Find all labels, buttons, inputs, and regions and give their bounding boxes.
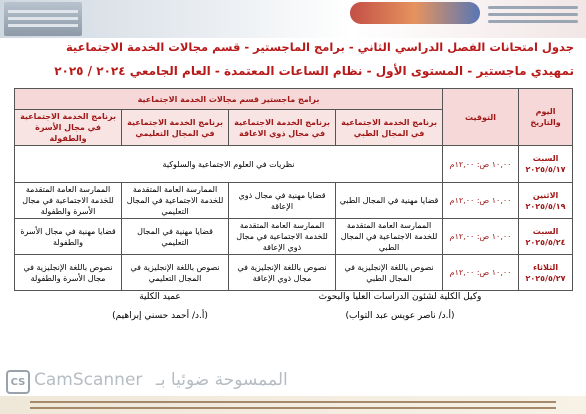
schedule-title: جدول امتحانات الفصل الدراسي الثاني - برامج الماجستير - قسم مجالات الخدمة الاجتماعية: [65, 40, 574, 54]
signature-name: (أ.د/ ناصر عويس عبد التواب): [345, 311, 455, 321]
exam-schedule-table: [14, 88, 573, 291]
day-name: السبت: [532, 154, 559, 163]
table-row: [15, 219, 573, 255]
day-cell: [519, 183, 573, 219]
exam-cell-disability: نصوص باللغة الإنجليزية في مجال ذوي الإعاقة: [229, 255, 336, 291]
time-cell: ١٠,٠٠ ص: ١٢,٠٠م: [443, 219, 519, 255]
camscanner-watermark: [6, 370, 476, 396]
exam-cell-education: نصوص باللغة الإنجليزية في المجال التعليمي: [122, 255, 229, 291]
day-cell: [519, 219, 573, 255]
signature-title: عميد الكلية: [139, 292, 181, 302]
day-date: ٢٠٢٥/٥/٢٧: [525, 273, 566, 283]
exam-cell-medical: نصوص باللغة الإنجليزية في المجال الطبي: [336, 255, 443, 291]
camscanner-text: [34, 370, 288, 390]
day-cell: [519, 255, 573, 291]
day-date: ٢٠٢٥/٥/١٧: [525, 165, 566, 174]
time-cell: ١٠,٠٠ ص: ١٢,٠٠م: [443, 146, 519, 183]
day-date: ٢٠٢٥/٥/١٩: [525, 201, 566, 211]
signature-name: (أ.د/ أحمد حسني إبراهيم): [112, 311, 208, 321]
day-date: ٢٠٢٥/٥/٢٤: [525, 237, 566, 247]
header-program-family: برنامج الخدمة الاجتماعية في مجال الأسرة والطفولة: [15, 110, 122, 146]
header-day-date: اليوم والتاريخ: [519, 89, 573, 146]
camscanner-arabic: الممسوحة ضوئيا بـ: [155, 370, 288, 390]
time-cell: ١٠,٠٠ ص: ١٢,٠٠م: [443, 183, 519, 219]
exam-cell-family: الممارسة العامة المتقدمة للخدمة الاجتماعية في مجال الأسرة والطفولة: [15, 183, 122, 219]
header-letterhead-text: [488, 6, 578, 30]
day-cell: [519, 146, 573, 183]
day-name: السبت: [532, 226, 559, 236]
exam-shared-course: نظريات في العلوم الاجتماعية والسلوكية: [15, 146, 443, 183]
header-banner: [0, 0, 586, 38]
footer-band: [0, 396, 586, 414]
header-programs: برامج ماجستير قسم مجالات الخدمة الاجتماعية: [15, 89, 443, 110]
exam-cell-disability: قضايا مهنية في مجال ذوي الإعاقة: [229, 183, 336, 219]
time-cell: ١٠,٠٠ ص: ١٢,٠٠م: [443, 255, 519, 291]
faculty-logo: [350, 2, 480, 24]
header-program-disability: برنامج الخدمة الاجتماعية في مجال ذوي الاعاقة: [229, 110, 336, 146]
exam-cell-family: قضايا مهنية في مجال الأسرة والطفولة: [15, 219, 122, 255]
university-building-image: [4, 2, 82, 36]
exam-cell-family: نصوص باللغة الإنجليزية في مجال الأسرة والطفولة: [15, 255, 122, 291]
signature-vice-dean: [300, 292, 500, 330]
exam-cell-medical: الممارسة العامة المتقدمة للخدمة الاجتماعية في المجال الطبي: [336, 219, 443, 255]
signature-title: وكيل الكلية لشئون الدراسات العليا والبحوث: [318, 292, 482, 302]
exam-cell-education: قضايا مهنية في المجال التعليمي: [122, 219, 229, 255]
table-row: [15, 255, 573, 291]
camscanner-brand: CamScanner: [34, 370, 143, 390]
header-time: التوقيت: [443, 89, 519, 146]
exam-cell-medical: قضايا مهنية في المجال الطبي: [336, 183, 443, 219]
exam-cell-education: الممارسة العامة المتقدمة للخدمة الاجتماعية في المجال التعليمي: [122, 183, 229, 219]
exam-cell-disability: الممارسة العامة المتقدمة للخدمة الاجتماعية في مجال ذوي الإعاقة: [229, 219, 336, 255]
header-program-education: برنامج الخدمة الاجتماعية في المجال التعليمي: [122, 110, 229, 146]
table-row: [15, 146, 573, 183]
signature-dean: [80, 292, 240, 330]
camscanner-icon: CS: [6, 370, 30, 394]
schedule-subtitle: تمهيدي ماجستير - المستوى الأول - نظام الساعات المعتمدة - العام الجامعي ٢٠٢٤ / ٢٠٢٥: [54, 64, 574, 78]
day-name: الاثنين: [532, 190, 559, 200]
table-row: [15, 183, 573, 219]
header-program-medical: برنامج الخدمة الاجتماعية في المجال الطبي: [336, 110, 443, 146]
day-name: الثلاثاء: [532, 262, 559, 272]
table-header-row: [15, 89, 573, 110]
